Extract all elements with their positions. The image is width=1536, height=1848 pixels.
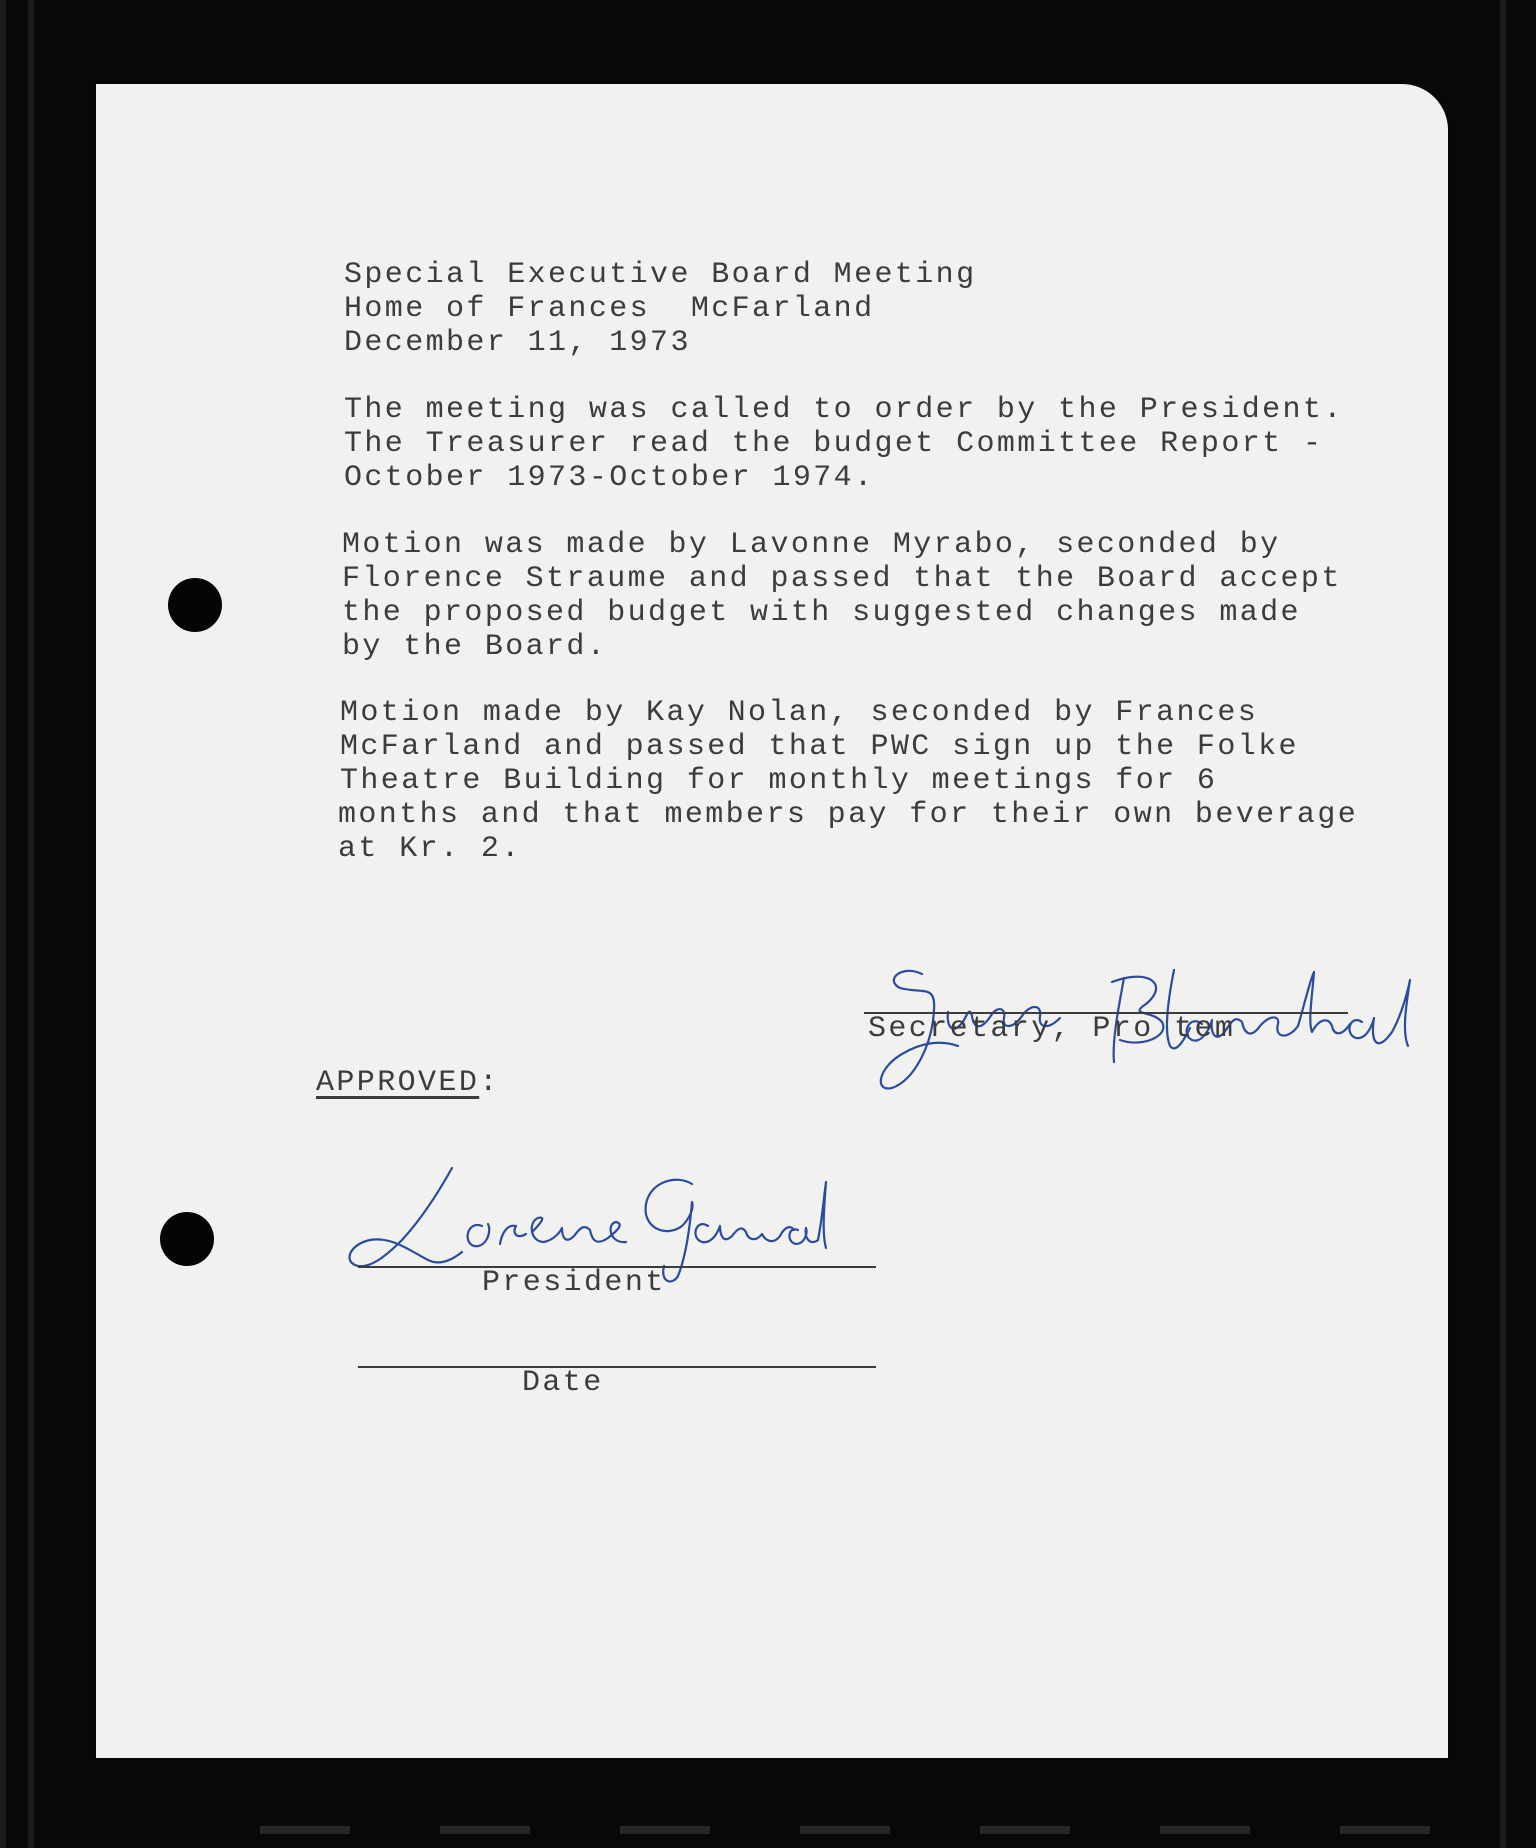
binder-stripe <box>0 0 6 1848</box>
president-title: President <box>482 1266 666 1300</box>
paragraph-2-line-1: Motion was made by Lavonne Myrabo, seconded by <box>342 528 1281 562</box>
paragraph-1-line-1: The meeting was called to order by the President. <box>344 393 1344 427</box>
approved-heading <box>316 1066 500 1100</box>
meeting-location: Home of Frances McFarland <box>344 292 875 326</box>
paragraph-3-line-2: McFarland and passed that PWC sign up the Folke <box>340 730 1299 764</box>
document-page <box>96 84 1448 1758</box>
paragraph-2-line-4: by the Board. <box>342 630 608 664</box>
paragraph-3-line-1: Motion made by Kay Nolan, seconded by Frances <box>340 696 1259 730</box>
paragraph-2-line-3: the proposed budget with suggested changes made <box>342 596 1301 630</box>
binder-stripe <box>1500 0 1506 1848</box>
binder-stripe <box>28 0 34 1848</box>
punch-hole-top <box>168 578 222 632</box>
bottom-edge-strip <box>260 1826 1460 1834</box>
punch-hole-bottom <box>160 1212 214 1266</box>
paragraph-3-line-5: at Kr. 2. <box>338 832 522 866</box>
approved-colon: : <box>479 1066 500 1100</box>
paragraph-3-line-3: Theatre Building for monthly meetings for 6 <box>340 764 1218 798</box>
paragraph-1-line-3: October 1973-October 1974. <box>344 461 875 495</box>
paragraph-2-line-2: Florence Straume and passed that the Board accept <box>342 562 1342 596</box>
paragraph-3-line-4: months and that members pay for their own beverage <box>338 798 1359 832</box>
approved-label: APPROVED <box>316 1066 480 1100</box>
date-line <box>358 1366 876 1368</box>
meeting-title: Special Executive Board Meeting <box>344 258 977 292</box>
date-label: Date <box>522 1366 604 1400</box>
paragraph-1-line-2: The Treasurer read the budget Committee Report - <box>344 427 1324 461</box>
secretary-title: Secretary, Pro tem <box>868 1012 1236 1046</box>
meeting-date: December 11, 1973 <box>344 326 691 360</box>
